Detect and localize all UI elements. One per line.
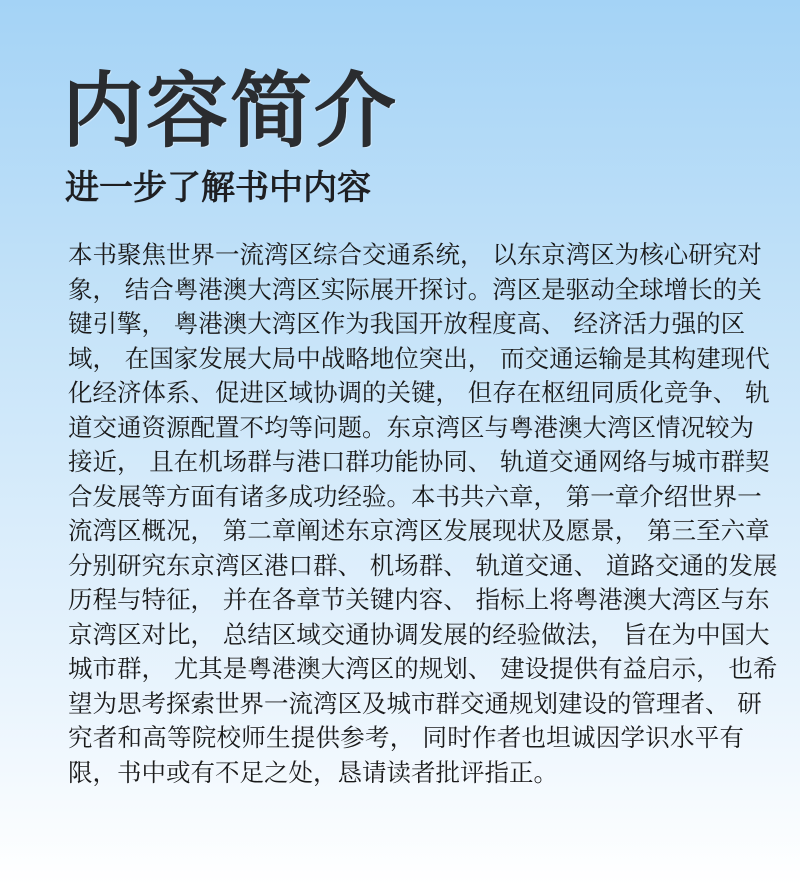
intro-line: 分别研究东京湾区港口群、 机场群、 轨道交通、 道路交通的发展 [68,550,778,580]
intro-line: 流湾区概况， 第二章阐述东京湾区发展现状及愿景， 第三至六章 [68,516,770,545]
intro-line: 道交通资源配置不均等问题。东京湾区与粤港澳大湾区情况较为 [68,412,754,442]
intro-line: 象， 结合粤港澳大湾区实际展开探讨。湾区是驱动全球增长的关 [68,274,762,304]
intro-line: 合发展等方面有诸多成功经验。本书共六章， 第一章介绍世界一 [68,481,762,511]
page-title: 内容简介 [62,64,399,159]
intro-line: 化经济体系、促进区域协调的关键， 但存在枢纽同质化竞争、 轨 [68,378,770,407]
intro-line: 键引擎， 粤港澳大湾区作为我国开放程度高、 经济活力强的区 [68,309,746,338]
intro-line: 域， 在国家发展大局中战略地位突出， 而交通运输是其构建现代 [68,343,770,373]
intro-line: 望为思考探索世界一流湾区及城市群交通规划建设的管理者、 研 [68,688,762,718]
intro-line: 限，书中或有不足之处，恳请读者批评指正。 [68,757,558,787]
intro-line: 京湾区对比， 总结区域交通协调发展的经验做法， 旨在为中国大 [68,619,770,649]
intro-line: 究者和高等院校师生提供参考， 同时作者也坦诚因学识水平有 [68,723,744,752]
intro-line: 本书聚焦世界一流湾区综合交通系统， 以东京湾区为核心研究对 [68,240,762,269]
intro-paragraph [68,238,778,790]
page-subtitle: 进一步了解书中内容 [65,168,371,208]
intro-line: 城市群， 尤其是粤港澳大湾区的规划、 建设提供有益启示， 也希 [68,654,778,683]
intro-line: 历程与特征， 并在各章节关键内容、 指标上将粤港澳大湾区与东 [68,585,770,614]
intro-line: 接近， 且在机场群与港口群功能协同、 轨道交通网络与城市群契 [68,447,770,476]
